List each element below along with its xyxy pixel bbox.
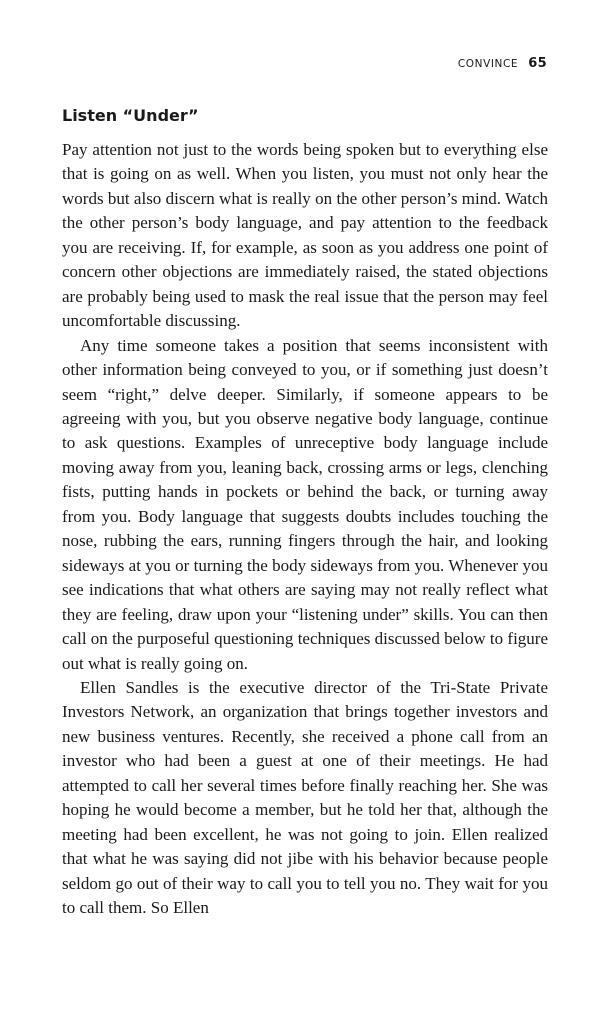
section-heading: Listen “Under” — [62, 106, 199, 125]
paragraph-2: Any time someone takes a position that seems inconsistent with other information being conveyed to you, or if something just doesn’t seem “right,” delve deeper. Similarly, if someone appears to be agreeing with you, but you observe negative body language, continue to ask questions. Examples of unreceptive body language include moving away from you, leaning back, crossing arms or legs, clenching fists, putting hands in pockets or behind the back, or turning away from you. Body language that suggests doubts includes touching the nose, rubbing the ears, running fingers through the hair, and looking sideways at you or turning the body sideways from you. Whenever you see indications that what others are saying may not really reflect what they are feeling, draw upon your “listening under” skills. You can then call on the purposeful questioning techniques discussed below to figure out what is really going on. — [62, 335, 548, 673]
paragraph-3: Ellen Sandles is the executive director of the Tri-State Private Investors Network, an organization that brings together investors and new business ventures. Recently, she received a phone call from an investor who had been a guest at one of their meetings. He had attempted to call her several times before finally reaching her. She was hoping he would become a member, but he told her that, although the meeting had been excellent, he was not going to join. Ellen realized that what he was saying did not jibe with his behavior because people seldom go out of their way to call you to tell you no. They wait for you to call them. So Ellen — [62, 677, 548, 918]
body-text — [62, 138, 548, 921]
running-head-section: CONVINCE — [457, 58, 519, 70]
page-number: 65 — [528, 56, 547, 71]
paragraph-1: Pay attention not just to the words being spoken but to everything else that is going on as well. When you listen, you must not only hear the words but also discern what is really on the other person’s mind. Watch the other person’s body language, and pay attention to the feedback you are receiving. If, for example, as soon as you address one point of concern other objections are immediately raised, the stated objections are probably being used to mask the real issue that the person may feel uncomfortable discussing. — [62, 140, 548, 331]
running-head — [458, 56, 547, 71]
